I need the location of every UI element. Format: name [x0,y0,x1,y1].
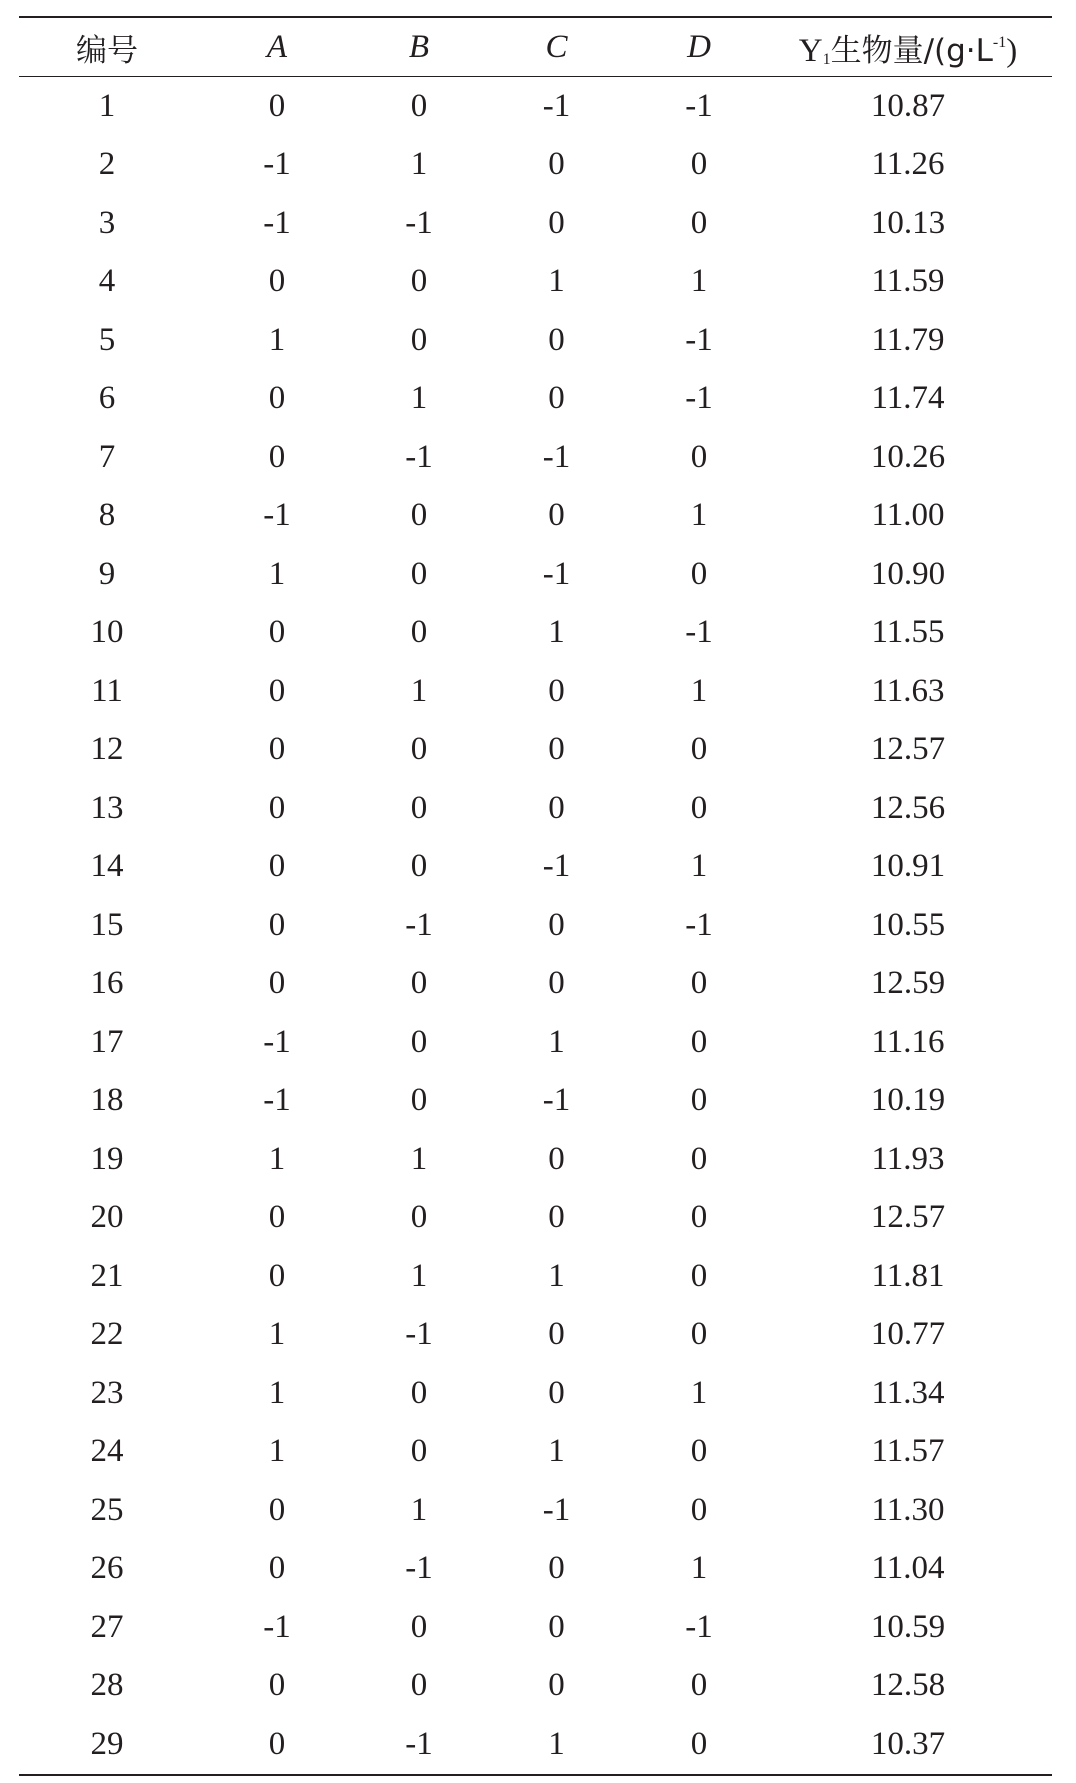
cell-b: 0 [410,731,428,768]
table-row [19,77,1052,136]
header-c-label: C [545,28,568,65]
cell-c: 0 [548,1608,565,1645]
table-row [19,779,1052,838]
table-row [19,253,1052,312]
cell-y: 10.19 [870,1082,946,1119]
table-row [19,1423,1052,1482]
cell-d: 1 [690,497,708,534]
header-id [19,17,195,77]
table-row [19,896,1052,955]
table-row [19,370,1052,429]
cell-id: 16 [90,965,124,1002]
cell-d: 0 [690,1257,708,1294]
cell-c: 1 [548,1023,565,1060]
cell-y: 11.57 [871,1433,945,1470]
cell-y: 12.56 [870,789,946,826]
cell-a: -1 [263,1082,291,1119]
cell-y: 11.30 [871,1491,945,1528]
cell-y: 10.87 [870,87,946,124]
table-body [19,77,1052,1775]
table-row [19,1598,1052,1657]
cell-a: 0 [268,87,286,124]
cell-d: 0 [690,1199,708,1236]
cell-d: -1 [685,321,713,358]
cell-b: 0 [410,321,428,358]
cell-d: 1 [690,848,708,885]
cell-b: -1 [405,204,433,241]
cell-id: 24 [90,1433,124,1470]
cell-y: 12.59 [870,965,946,1002]
cell-a: -1 [263,146,291,183]
table-row [19,721,1052,780]
cell-c: 0 [548,906,565,943]
cell-id: 6 [98,380,116,417]
cell-a: 1 [268,1140,286,1177]
cell-a: -1 [263,497,291,534]
header-row [19,17,1052,77]
cell-y: 11.74 [871,380,945,417]
cell-b: 0 [410,1433,428,1470]
header-y-prefix: Y [798,32,823,69]
cell-id: 7 [98,438,116,475]
cell-id: 13 [90,789,124,826]
cell-c: 1 [548,1725,565,1762]
cell-c: 0 [548,789,565,826]
cell-id: 11 [91,672,123,709]
cell-b: 1 [410,1257,428,1294]
cell-b: 1 [410,380,428,417]
table-row [19,1657,1052,1716]
header-y-subscript: 1 [822,50,831,68]
cell-a: -1 [263,1608,291,1645]
cell-c: 0 [548,1199,565,1236]
cell-id: 4 [98,263,116,300]
table-row [19,1189,1052,1248]
cell-d: 0 [690,1491,708,1528]
cell-b: 0 [410,1082,428,1119]
cell-b: -1 [405,1550,433,1587]
table-row [19,1715,1052,1775]
cell-id: 25 [90,1491,124,1528]
cell-id: 2 [98,146,116,183]
cell-d: 0 [690,1023,708,1060]
cell-d: 0 [690,789,708,826]
cell-b: 1 [410,1140,428,1177]
cell-c: -1 [542,848,571,885]
table-row [19,1013,1052,1072]
cell-b: 0 [410,87,428,124]
cell-b: -1 [405,438,433,475]
cell-b: 0 [410,1199,428,1236]
cell-c: 0 [548,146,565,183]
cell-id: 27 [90,1608,124,1645]
cell-b: 1 [410,146,428,183]
table-row [19,545,1052,604]
cell-y: 12.58 [870,1667,946,1704]
cell-y: 11.26 [871,146,945,183]
cell-y: 11.93 [871,1140,945,1177]
cell-id: 28 [90,1667,124,1704]
cell-c: 0 [548,965,565,1002]
table-row [19,662,1052,721]
cell-d: 0 [690,1725,708,1762]
cell-y: 12.57 [870,1199,946,1236]
cell-id: 21 [90,1257,124,1294]
table-row [19,1072,1052,1131]
cell-d: -1 [685,87,713,124]
cell-y: 10.91 [870,848,946,885]
cell-id: 17 [90,1023,124,1060]
cell-c: 0 [548,497,565,534]
header-y-superscript: -1 [992,33,1007,51]
cell-d: -1 [685,380,713,417]
cell-c: 0 [548,672,565,709]
cell-b: -1 [405,906,433,943]
cell-c: 0 [548,321,565,358]
cell-id: 18 [90,1082,124,1119]
cell-id: 20 [90,1199,124,1236]
cell-y: 11.04 [871,1550,945,1587]
data-table-container [19,0,1052,1783]
cell-id: 9 [98,555,116,592]
cell-y: 10.59 [870,1608,946,1645]
cell-c: 1 [548,1257,565,1294]
cell-d: 0 [690,146,708,183]
cell-a: 0 [268,614,286,651]
header-b-label: B [408,28,430,65]
cell-b: 1 [410,672,428,709]
header-id-label: 编号 [76,32,138,69]
cell-d: 1 [690,1374,708,1411]
table-row [19,955,1052,1014]
cell-a: -1 [263,1023,291,1060]
cell-c: -1 [542,1491,571,1528]
cell-a: 0 [268,380,286,417]
cell-c: 0 [548,1140,565,1177]
cell-d: 0 [690,1433,708,1470]
cell-c: 1 [548,614,565,651]
cell-y: 10.13 [870,204,946,241]
experiment-design-table [19,16,1052,1776]
header-y-close: ) [1006,32,1018,69]
cell-a: -1 [263,204,291,241]
cell-a: 0 [268,1667,286,1704]
table-header [19,17,1052,77]
table-row [19,311,1052,370]
cell-c: 0 [548,1550,565,1587]
cell-d: 0 [690,1140,708,1177]
cell-id: 14 [90,848,124,885]
cell-a: 0 [268,1725,286,1762]
cell-y: 11.81 [871,1257,945,1294]
cell-b: 1 [410,1491,428,1528]
header-d [634,17,764,77]
cell-id: 5 [98,321,116,358]
cell-y: 12.57 [870,731,946,768]
cell-b: 0 [410,848,428,885]
header-c [479,17,634,77]
cell-b: -1 [405,1316,433,1353]
cell-b: 0 [410,497,428,534]
cell-d: 0 [690,1082,708,1119]
cell-id: 29 [90,1725,124,1762]
cell-a: 1 [268,1316,286,1353]
table-row [19,1247,1052,1306]
cell-a: 0 [268,1199,286,1236]
cell-b: 0 [410,1023,428,1060]
cell-d: 0 [690,204,708,241]
cell-b: 0 [410,965,428,1002]
table-row [19,604,1052,663]
cell-d: -1 [685,906,713,943]
cell-y: 11.55 [871,614,945,651]
cell-d: 1 [690,1550,708,1587]
header-d-label: D [687,28,711,65]
cell-a: 0 [268,263,286,300]
cell-c: 0 [548,1667,565,1704]
cell-d: 0 [690,965,708,1002]
cell-y: 11.34 [871,1374,945,1411]
cell-b: 0 [410,263,428,300]
cell-d: 0 [690,1316,708,1353]
cell-y: 10.37 [870,1725,946,1762]
cell-c: 1 [548,1433,565,1470]
table-row [19,136,1052,195]
cell-a: 1 [268,321,286,358]
cell-c: 0 [548,731,565,768]
cell-c: 0 [548,1316,565,1353]
cell-y: 10.55 [870,906,946,943]
header-y [764,17,1052,77]
cell-a: 0 [268,1257,286,1294]
cell-y: 11.79 [871,321,945,358]
cell-id: 3 [98,204,116,241]
cell-b: 0 [410,555,428,592]
table-row [19,487,1052,546]
cell-d: 0 [690,731,708,768]
cell-c: 0 [548,380,565,417]
cell-a: 1 [268,1374,286,1411]
cell-a: 0 [268,438,286,475]
cell-c: -1 [542,555,571,592]
table-row [19,1540,1052,1599]
cell-d: -1 [685,1608,713,1645]
cell-d: 0 [690,438,708,475]
cell-y: 10.77 [870,1316,946,1353]
cell-a: 1 [268,555,286,592]
cell-b: 0 [410,614,428,651]
cell-id: 26 [90,1550,124,1587]
cell-id: 10 [90,614,124,651]
cell-a: 0 [268,1491,286,1528]
cell-id: 19 [90,1140,124,1177]
cell-d: 1 [690,672,708,709]
cell-y: 10.26 [870,438,946,475]
cell-y: 11.63 [871,672,945,709]
cell-a: 0 [268,906,286,943]
cell-a: 0 [268,731,286,768]
cell-a: 0 [268,965,286,1002]
cell-b: 0 [410,1374,428,1411]
cell-d: 0 [690,1667,708,1704]
cell-y: 11.59 [871,263,945,300]
cell-a: 0 [268,789,286,826]
cell-id: 22 [90,1316,124,1353]
cell-y: 11.16 [871,1023,945,1060]
cell-b: 0 [410,1608,428,1645]
cell-c: -1 [542,438,571,475]
table-row [19,1481,1052,1540]
cell-c: 1 [548,263,565,300]
cell-c: 0 [548,204,565,241]
cell-d: 1 [690,263,708,300]
table-row [19,1130,1052,1189]
cell-a: 1 [268,1433,286,1470]
cell-d: -1 [685,614,713,651]
cell-y: 11.00 [871,497,945,534]
cell-b: 0 [410,1667,428,1704]
cell-b: -1 [405,1725,433,1762]
cell-id: 23 [90,1374,124,1411]
cell-c: -1 [542,1082,571,1119]
cell-a: 0 [268,848,286,885]
table-row [19,838,1052,897]
cell-id: 8 [98,497,116,534]
header-b [359,17,479,77]
cell-b: 0 [410,789,428,826]
cell-a: 0 [268,1550,286,1587]
cell-id: 1 [98,87,116,124]
table-row [19,428,1052,487]
header-a-label: A [266,28,288,65]
cell-id: 15 [90,906,124,943]
cell-d: 0 [690,555,708,592]
cell-c: 0 [548,1374,565,1411]
cell-c: -1 [542,87,571,124]
table-row [19,1306,1052,1365]
cell-y: 10.90 [870,555,946,592]
cell-id: 12 [90,731,124,768]
table-row [19,194,1052,253]
header-a [195,17,359,77]
table-row [19,1364,1052,1423]
cell-a: 0 [268,672,286,709]
header-y-label: 生物量/(g·L [830,32,993,69]
